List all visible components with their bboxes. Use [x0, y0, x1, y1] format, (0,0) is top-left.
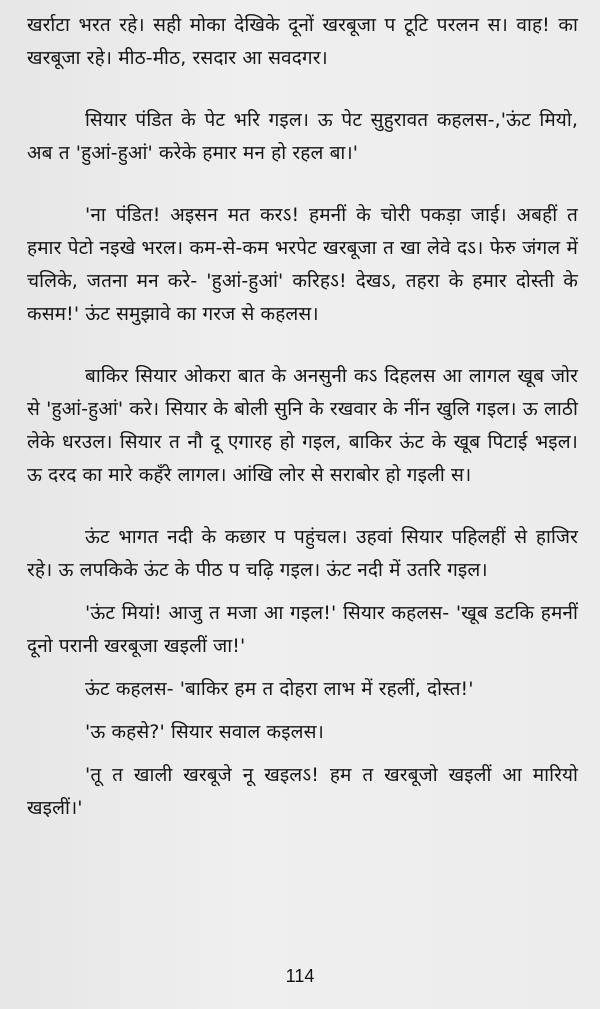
paragraph-8: 'ऊ कहसे?' सियार सवाल कइलस। [85, 721, 324, 743]
paragraph-2: सियार पंडित के पेट भरि गइल। ऊ पेट सुहुरावत कहलस-,'ऊंट मियो, अब त 'हुआं-हुआं' करेके हमार मन हो रहल बा।' [27, 109, 578, 164]
paragraph-5: ऊंट भागत नदी के कछार प पहुंचल। उहवां सियार पहिलहीं से हाजिर रहे। ऊ लपकिके ऊंट के पीठ प चढ़ि गइल। ऊंट नदी में उतरि गइल। [27, 526, 578, 581]
page-number: 114 [285, 966, 315, 986]
paragraph-9: 'तू त खाली खरबूजे नू खइलऽ! हम त खरबूजो खइलीं आ मारियो खइलीं।' [27, 764, 578, 819]
paragraph-1: खर्राटा भरत रहे। सही मोका देखिके दूनों खरबूजा प टूटि परलन स। वाह! का खरबूजा रहे। मीठ-मीठ, रसदार आ सवदगर। [27, 14, 578, 69]
paragraph-4: बाकिर सियार ओकरा बात के अनसुनी कऽ दिहलस आ लागल खूब जोर से 'हुआं-हुआं' करे। सियार के बोली सुनि के रखवार के नींन खुलि गइल। ऊ लाठी लेके धरउल। सियार त नौ दू एगारह हो गइल, बाकिर ऊंट के खूब पिटाई भइल। ऊ दरद का मारे कहँरे लागल। आंखि लोर से सराबोर हो गइली स। [27, 365, 578, 486]
paragraph-6: 'ऊंट मियां! आजु त मजा आ गइल!' सियार कहलस- 'खूब डटकि हमनीं दूनो परानी खरबूजा खइलीं जा!' [27, 602, 578, 657]
page-text [27, 0, 578, 825]
paragraph-7: ऊंट कहलस- 'बाकिर हम त दोहरा लाभ में रहलीं, दोस्त!' [85, 678, 474, 700]
paragraph-3: 'ना पंडित! अइसन मत करऽ! हमनीं के चोरी पकड़ा जाई। अबहीं त हमार पेटो नइखे भरल। कम-से-कम भरपेट खरबूजा त खा लेवे दऽ। फेरु जंगल में चलिके, जतना मन करे- 'हुआं-हुआं' करिहऽ! देखऽ, तहरा के हमार दोस्ती के कसम!' ऊंट समुझावे का गरज से कहलस। [27, 204, 578, 325]
